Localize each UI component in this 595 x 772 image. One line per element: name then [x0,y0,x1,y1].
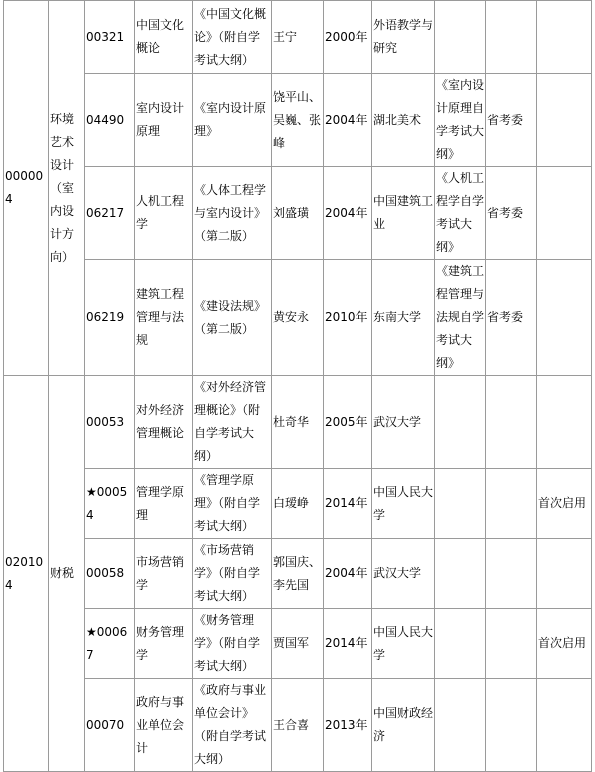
year-cell: 2004年 [324,167,372,260]
table-row [4,469,592,539]
table-row [4,609,592,679]
note-cell [537,1,592,74]
year-cell: 2010年 [324,260,372,376]
syllabus-publisher-cell [486,1,537,74]
course-name-cell: 中国文化概论 [135,1,193,74]
textbook-cell: 《中国文化概论》（附自学考试大纲） [193,1,272,74]
syllabus-publisher-cell [486,376,537,469]
course-name-cell: 政府与事业单位会计 [135,679,193,772]
syllabus-publisher-cell: 省考委 [486,260,537,376]
note-cell: 首次启用 [537,469,592,539]
textbook-table [3,0,592,772]
textbook-cell: 《对外经济管理概论》（附自学考试大纲） [193,376,272,469]
textbook-cell: 《财务管理学》（附自学考试大纲） [193,609,272,679]
table-row [4,1,592,74]
year-cell: 2014年 [324,609,372,679]
syllabus-publisher-cell [486,609,537,679]
year-cell: 2004年 [324,74,372,167]
syllabus-cell [435,469,486,539]
course-name-cell: 建筑工程管理与法规 [135,260,193,376]
textbook-cell: 《管理学原理》（附自学考试大纲） [193,469,272,539]
publisher-cell: 中国财政经济 [372,679,435,772]
author-cell: 贾国军 [272,609,324,679]
syllabus-publisher-cell [486,679,537,772]
course-code-cell: 06219 [85,260,135,376]
table-row [4,679,592,772]
course-name-cell: 对外经济管理概论 [135,376,193,469]
syllabus-cell: 《室内设计原理自学考试大纲》 [435,74,486,167]
note-cell [537,260,592,376]
table-row [4,167,592,260]
author-cell: 刘盛璜 [272,167,324,260]
publisher-cell: 外语教学与研究 [372,1,435,74]
course-name-cell: 管理学原理 [135,469,193,539]
syllabus-cell [435,679,486,772]
author-cell: 饶平山、吴巍、张峰 [272,74,324,167]
year-cell: 2000年 [324,1,372,74]
author-cell: 杜奇华 [272,376,324,469]
year-cell: 2013年 [324,679,372,772]
publisher-cell: 中国人民大学 [372,469,435,539]
course-code-cell: 00070 [85,679,135,772]
course-name-cell: 市场营销学 [135,539,193,609]
textbook-cell: 《市场营销学》（附自学考试大纲） [193,539,272,609]
publisher-cell: 武汉大学 [372,376,435,469]
publisher-cell: 中国建筑工业 [372,167,435,260]
course-code-cell: 00053 [85,376,135,469]
table-row [4,260,592,376]
author-cell: 郭国庆、李先国 [272,539,324,609]
note-cell [537,679,592,772]
major-code-cell: 020104 [4,376,49,772]
course-name-cell: 人机工程学 [135,167,193,260]
syllabus-publisher-cell: 省考委 [486,167,537,260]
major-name-cell: 财税 [49,376,85,772]
course-name-cell: 财务管理学 [135,609,193,679]
syllabus-cell [435,609,486,679]
course-code-cell: ★00054 [85,469,135,539]
syllabus-cell: 《人机工程学自学考试大纲》 [435,167,486,260]
table-row [4,376,592,469]
syllabus-publisher-cell: 省考委 [486,74,537,167]
course-code-cell: 06217 [85,167,135,260]
textbook-cell: 《建设法规》（第二版） [193,260,272,376]
table-row [4,74,592,167]
note-cell [537,74,592,167]
syllabus-cell: 《建筑工程管理与法规自学考试大纲》 [435,260,486,376]
syllabus-publisher-cell [486,469,537,539]
author-cell: 王合喜 [272,679,324,772]
author-cell: 王宁 [272,1,324,74]
author-cell: 黄安永 [272,260,324,376]
course-code-cell: 00058 [85,539,135,609]
table-row [4,539,592,609]
note-cell: 首次启用 [537,609,592,679]
publisher-cell: 中国人民大学 [372,609,435,679]
course-name-cell: 室内设计原理 [135,74,193,167]
major-code-cell: 000004 [4,1,49,376]
publisher-cell: 湖北美术 [372,74,435,167]
course-code-cell: 04490 [85,74,135,167]
year-cell: 2005年 [324,376,372,469]
major-name-cell: 环境艺术设计（室内设计方向） [49,1,85,376]
syllabus-cell [435,376,486,469]
syllabus-cell [435,539,486,609]
author-cell: 白瑷峥 [272,469,324,539]
year-cell: 2014年 [324,469,372,539]
textbook-cell: 《政府与事业单位会计》（附自学考试大纲） [193,679,272,772]
note-cell [537,539,592,609]
syllabus-publisher-cell [486,539,537,609]
note-cell [537,376,592,469]
course-code-cell: 00321 [85,1,135,74]
textbook-cell: 《室内设计原理》 [193,74,272,167]
year-cell: 2004年 [324,539,372,609]
publisher-cell: 东南大学 [372,260,435,376]
course-code-cell: ★00067 [85,609,135,679]
publisher-cell: 武汉大学 [372,539,435,609]
syllabus-cell [435,1,486,74]
note-cell [537,167,592,260]
textbook-cell: 《人体工程学与室内设计》（第二版） [193,167,272,260]
